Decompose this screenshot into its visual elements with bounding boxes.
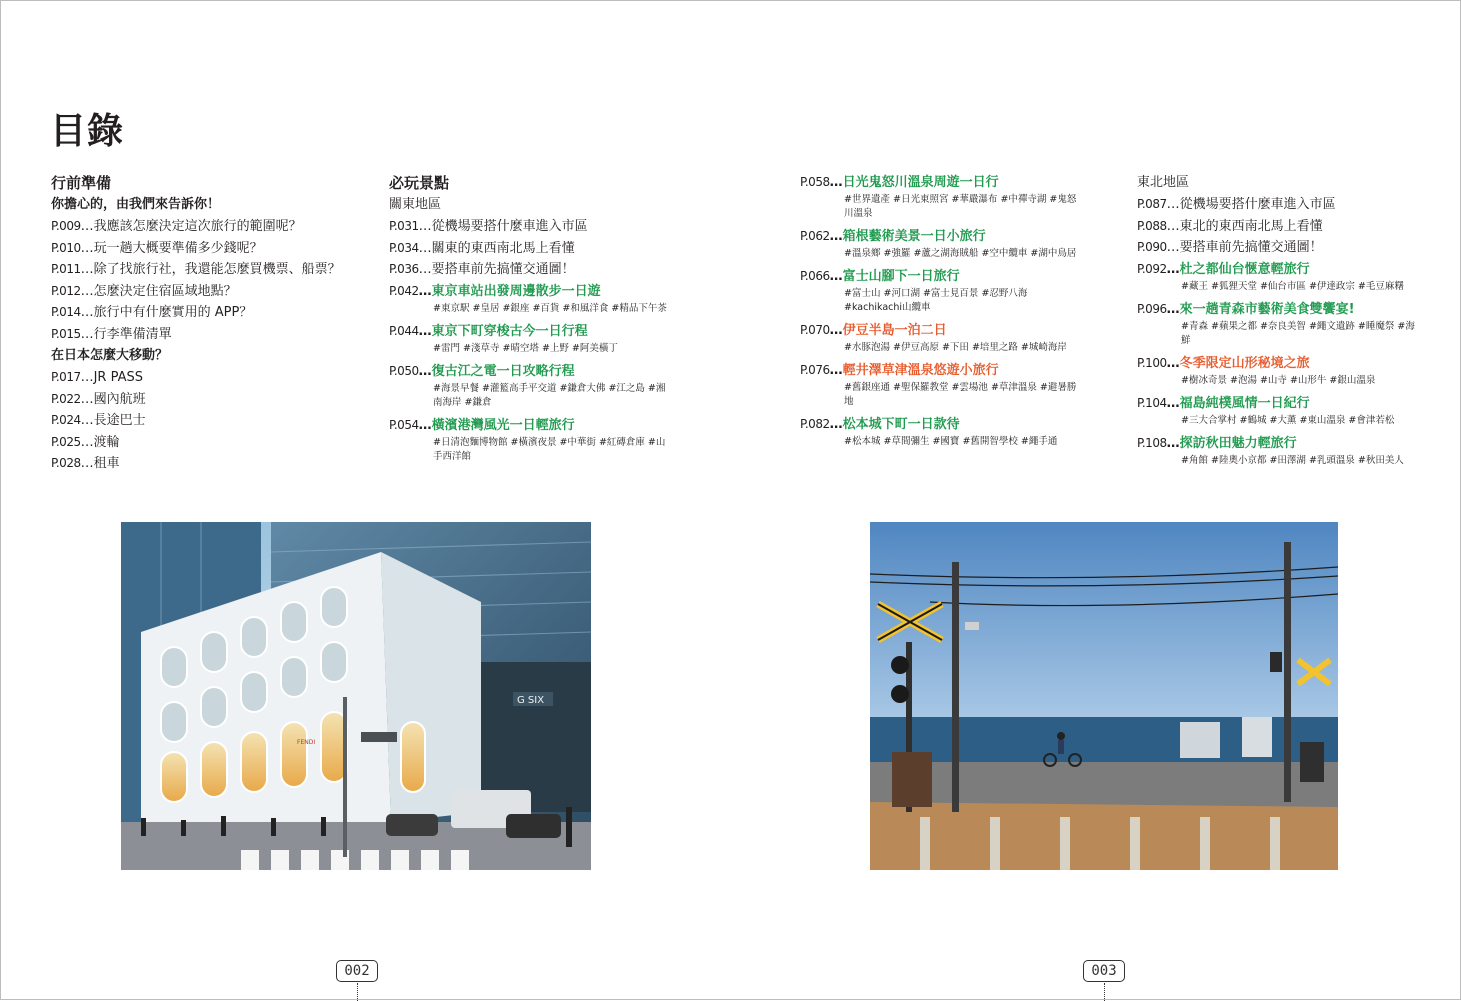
toc-page-number: P.058 <box>800 175 830 189</box>
toc-highlight-title: 杜之都仙台愜意輕旅行 <box>1179 261 1310 277</box>
leader-dots: … <box>80 262 94 277</box>
leader-dots: … <box>80 326 94 342</box>
leader-dots: … <box>80 305 94 320</box>
toc-tags: #溫泉鄉 #強羅 #蘆之湖海賊船 #空中纜車 #湖中鳥居 <box>844 248 1077 259</box>
toc-highlight-title: 富士山腳下一日旅行 <box>842 269 960 284</box>
toc-entry-title: 東北的東西南北馬上看懂 <box>1179 218 1323 234</box>
toc-entry[interactable] <box>389 238 689 260</box>
toc-tags: #水豚泡湯 #伊豆高原 #下田 #培里之路 #城崎海岸 <box>844 342 1067 353</box>
toc-page-number: P.054 <box>389 417 419 432</box>
toc-highlight-title: 東京車站出發周邊散步一日遊 <box>431 283 601 299</box>
toc-highlight-title: 輕井澤草津溫泉悠遊小旅行 <box>842 363 999 378</box>
toc-entry[interactable] <box>1137 194 1447 216</box>
toc-tags: #藏王 #狐狸天堂 #仙台市區 #伊達政宗 #毛豆麻糬 <box>1181 280 1404 292</box>
toc-highlight-list <box>800 172 1100 449</box>
toc-tags: #角館 #陸奧小京都 #田澤湖 #乳頭溫泉 #秋田美人 <box>1181 454 1404 466</box>
toc-entry-title: 渡輪 <box>93 434 120 450</box>
leader-dots: … <box>1166 355 1180 371</box>
toc-page-number: P.062 <box>800 229 830 243</box>
toc-entry-title: 從機場要搭什麼車進入市區 <box>431 219 588 234</box>
page-number-right: 003 <box>1083 960 1125 982</box>
toc-highlight-entry[interactable] <box>389 361 689 410</box>
page-title: 目錄 <box>50 110 125 152</box>
toc-highlight-entry[interactable] <box>800 414 1100 449</box>
toc-entry-title: 要搭車前先搞懂交通圖！ <box>431 262 575 277</box>
toc-column-kanto <box>389 172 689 469</box>
leader-dots: … <box>829 417 843 432</box>
toc-page-number: P.096 <box>1137 301 1167 316</box>
toc-tags: #三大合掌村 #鶴城 #大薰 #東山溫泉 #會津若松 <box>1181 414 1395 426</box>
toc-highlight-entry[interactable] <box>800 266 1100 315</box>
toc-page-number: P.076 <box>800 363 830 377</box>
toc-highlight-title: 伊豆半島一泊二日 <box>842 323 947 338</box>
toc-entry[interactable] <box>389 259 689 281</box>
leader-dots: … <box>80 240 94 256</box>
leader-dots: … <box>80 219 94 234</box>
toc-page-number: P.100 <box>1137 355 1167 370</box>
toc-entry-title: 關東的東西南北馬上看懂 <box>431 240 575 256</box>
toc-highlight-entry[interactable] <box>1137 299 1447 348</box>
sign-fendi: FENDI <box>297 739 316 746</box>
toc-list <box>1137 194 1447 259</box>
subsection-heading: 在日本怎麼大移動？ <box>51 348 169 363</box>
toc-page-number: P.036 <box>389 262 419 276</box>
leader-dots: … <box>80 456 94 471</box>
toc-entry-title: 怎麼決定住宿區域地點？ <box>93 283 237 299</box>
leader-dots: … <box>1166 261 1180 277</box>
toc-tags: #雷門 #淺草寺 #晴空塔 #上野 #阿美橫丁 <box>433 342 618 354</box>
toc-entry-title: 除了找旅行社，我還能怎麼買機票、船票？ <box>93 262 341 277</box>
toc-page-number: P.088 <box>1137 218 1167 233</box>
leader-dots: … <box>829 363 843 378</box>
page-number-left: 002 <box>336 960 378 982</box>
toc-highlight-title: 探訪秋田魅力輕旅行 <box>1179 435 1297 451</box>
toc-highlight-entry[interactable] <box>800 226 1100 261</box>
toc-entry-title: 行李準備清單 <box>93 326 172 342</box>
toc-highlight-entry[interactable] <box>1137 353 1447 388</box>
toc-page-number: P.082 <box>800 417 830 431</box>
toc-page-number: P.025 <box>51 434 81 449</box>
leader-dots: … <box>1166 218 1180 234</box>
toc-page-number: P.022 <box>51 391 81 406</box>
leader-dots: … <box>1166 395 1180 411</box>
leader-dots: … <box>1166 435 1180 451</box>
leader-dots: … <box>1166 240 1180 255</box>
toc-tags: #松本城 #草間彌生 #國寶 #舊開智學校 #繩手通 <box>844 436 1058 447</box>
toc-page-number: P.012 <box>51 283 81 298</box>
photo-ginza-building <box>121 522 591 870</box>
toc-tags: #富士山 #河口湖 #富士見百景 #忍野八海 #kachikachi山纜車 <box>844 288 1028 313</box>
toc-tags: #東京駅 #皇居 #銀座 #百貨 #和風洋食 #精品下午茶 <box>433 302 667 314</box>
toc-entry-title: 從機場要搭什麼車進入市區 <box>1179 197 1336 212</box>
leader-dots: … <box>1166 301 1180 317</box>
toc-page-number: P.014 <box>51 305 81 319</box>
toc-page-number: P.010 <box>51 240 81 255</box>
toc-highlight-entry[interactable] <box>1137 259 1447 294</box>
leader-dots: … <box>829 175 843 190</box>
toc-highlight-entry[interactable] <box>800 320 1100 355</box>
toc-highlight-list <box>389 281 689 464</box>
toc-entry-title: 我應該怎麼決定這次旅行的範圍呢？ <box>93 219 302 234</box>
toc-page-number: P.092 <box>1137 261 1167 276</box>
toc-list <box>51 367 351 475</box>
leader-dots: … <box>80 283 94 299</box>
toc-page-number: P.034 <box>389 240 419 255</box>
toc-page-number: P.009 <box>51 219 81 233</box>
section-heading: 必玩景點 <box>389 174 450 192</box>
toc-page-number: P.108 <box>1137 435 1167 450</box>
leader-dots: … <box>829 229 843 244</box>
toc-entry-title: JR PASS <box>93 370 143 385</box>
toc-tags: #海景早餐 #灌籃高手平交道 #鎌倉大佛 #江之島 #湘南海岸 #鎌倉 <box>433 382 666 408</box>
section-heading: 行前準備 <box>51 174 112 192</box>
toc-tags: #舊銀座通 #聖保羅教堂 #雲場池 #草津溫泉 #避暑勝地 <box>844 382 1077 407</box>
toc-page-number: P.015 <box>51 326 81 341</box>
toc-entry[interactable] <box>51 238 351 260</box>
toc-entry[interactable] <box>51 302 351 324</box>
toc-page-number: P.104 <box>1137 395 1167 410</box>
toc-entry[interactable] <box>51 216 351 238</box>
toc-highlight-title: 福島純樸風情一日紀行 <box>1179 395 1310 411</box>
toc-highlight-title: 日光鬼怒川溫泉周遊一日行 <box>842 175 999 190</box>
toc-column-prep <box>51 172 351 475</box>
toc-highlight-title: 冬季限定山形秘境之旅 <box>1179 355 1310 371</box>
toc-tags: #日清泡麵博物館 #橫濱夜景 #中華街 #紅磚倉庫 #山手西洋館 <box>433 436 666 462</box>
toc-entry[interactable] <box>51 324 351 346</box>
toc-page-number: P.066 <box>800 269 830 283</box>
toc-entry-title: 長途巴士 <box>93 413 146 428</box>
toc-column-tohoku <box>1137 172 1447 473</box>
subsection-heading: 你擔心的，由我們來告訴你！ <box>51 197 221 212</box>
leader-dots: … <box>80 391 94 407</box>
toc-tags: #樹冰奇景 #泡湯 #山寺 #山形牛 #銀山溫泉 <box>1181 374 1376 386</box>
leader-dots: … <box>80 413 94 428</box>
toc-entry[interactable] <box>1137 216 1447 238</box>
leader-dots: … <box>829 269 843 284</box>
toc-highlight-entry[interactable] <box>800 172 1100 221</box>
sign-gsix: G SIX <box>517 695 545 706</box>
leader-dots: … <box>418 219 432 234</box>
leader-dots: … <box>418 283 432 299</box>
leader-dots: … <box>829 323 843 338</box>
toc-highlight-title: 松本城下町一日款待 <box>842 417 960 432</box>
toc-page-number: P.044 <box>389 323 419 338</box>
toc-page-number: P.042 <box>389 283 419 298</box>
toc-column-kanto-2 <box>800 172 1100 454</box>
toc-tags: #世界遺產 #日光東照宮 #華嚴瀑布 #中禪寺湖 #鬼怒川溫泉 <box>844 194 1077 219</box>
toc-page-number: P.050 <box>389 363 419 378</box>
toc-page-number: P.070 <box>800 323 830 337</box>
toc-highlight-entry[interactable] <box>389 321 689 356</box>
toc-highlight-entry[interactable] <box>389 281 689 316</box>
leader-dots: … <box>80 370 94 385</box>
toc-highlight-title: 橫濱港灣風光一日輕旅行 <box>431 417 575 433</box>
leader-dots: … <box>418 240 432 256</box>
toc-page-number: P.087 <box>1137 197 1167 211</box>
toc-entry-title: 旅行中有什麼實用的 APP？ <box>93 305 253 320</box>
leader-dots: … <box>418 363 432 379</box>
toc-entry[interactable] <box>51 410 351 432</box>
toc-highlight-title: 來一趟青森市藝術美食雙饗宴! <box>1179 301 1355 317</box>
toc-page-number: P.011 <box>51 262 81 276</box>
toc-list <box>51 216 351 345</box>
toc-entry[interactable] <box>51 259 351 281</box>
leader-dots: … <box>418 323 432 339</box>
toc-page-number: P.028 <box>51 456 81 470</box>
toc-page-number: P.031 <box>389 219 419 233</box>
toc-entry[interactable] <box>389 216 689 238</box>
leader-dots: … <box>418 417 432 433</box>
toc-highlight-entry[interactable] <box>1137 393 1447 428</box>
toc-highlight-title: 東京下町穿梭古今一日行程 <box>431 323 588 339</box>
toc-tags: #青森 #蘋果之都 #奈良美智 #繩文遺跡 #睡魔祭 #海鮮 <box>1181 320 1415 346</box>
toc-entry[interactable] <box>1137 237 1447 259</box>
toc-highlight-entry[interactable] <box>389 415 689 464</box>
toc-highlight-entry[interactable] <box>1137 433 1447 468</box>
subsection-heading: 東北地區 <box>1137 175 1190 190</box>
toc-entry-title: 要搭車前先搞懂交通圖！ <box>1179 240 1323 255</box>
toc-entry-title: 租車 <box>93 456 120 471</box>
toc-page-number: P.090 <box>1137 240 1167 254</box>
toc-entry[interactable] <box>51 453 351 475</box>
toc-entry[interactable] <box>51 281 351 303</box>
toc-highlight-list <box>1137 259 1447 468</box>
photo-seaside-crossing <box>870 522 1338 870</box>
toc-entry[interactable] <box>51 367 351 389</box>
leader-dots: … <box>1166 197 1180 212</box>
toc-page-number: P.017 <box>51 370 81 384</box>
toc-entry[interactable] <box>51 432 351 454</box>
toc-page-number: P.024 <box>51 413 81 427</box>
toc-entry[interactable] <box>51 389 351 411</box>
toc-highlight-title: 箱根藝術美景一日小旅行 <box>842 229 986 244</box>
subsection-heading: 關東地區 <box>389 197 442 212</box>
toc-entry-title: 玩一趟大概要準備多少錢呢？ <box>93 240 263 256</box>
toc-entry-title: 國內航班 <box>93 391 146 407</box>
toc-highlight-entry[interactable] <box>800 360 1100 409</box>
leader-dots: … <box>80 434 94 450</box>
leader-dots: … <box>418 262 432 277</box>
toc-list <box>389 216 689 281</box>
toc-highlight-title: 復古江之電一日攻略行程 <box>431 363 575 379</box>
